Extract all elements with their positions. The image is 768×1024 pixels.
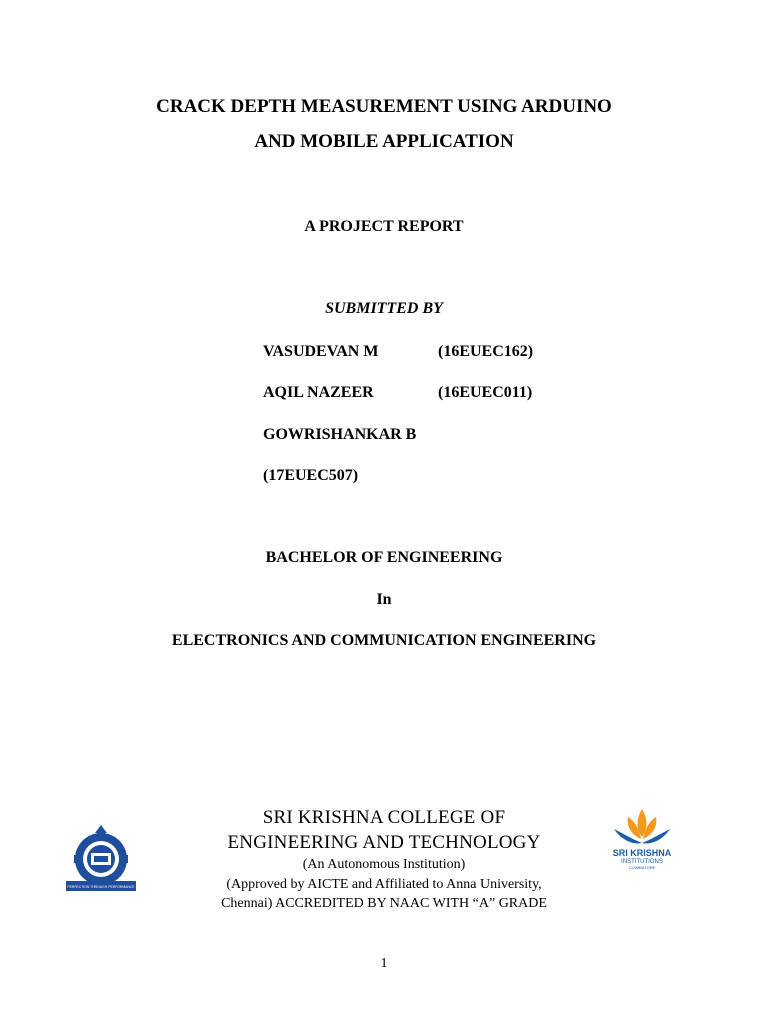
student-id-1: (16EUEC162) xyxy=(438,343,534,360)
student-name-1: VASUDEVAN M xyxy=(263,343,379,360)
college-approved: (Approved by AICTE and Affiliated to Anna University, xyxy=(226,877,542,892)
title-line-1: CRACK DEPTH MEASUREMENT USING ARDUINO xyxy=(156,96,612,117)
logo-institutions-text: INSTITUTIONS xyxy=(621,859,663,865)
branch: ELECTRONICS AND COMMUNICATION ENGINEERING xyxy=(171,632,597,649)
report-type: A PROJECT REPORT xyxy=(304,218,464,235)
student-id-3: (17EUEC507) xyxy=(263,467,359,484)
submitted-by-heading: SUBMITTED BY xyxy=(325,300,443,317)
logo-city-text: COIMBATORE xyxy=(628,865,656,870)
student-id-2: (16EUEC011) xyxy=(438,384,533,401)
page-number: 1 xyxy=(380,956,388,971)
sri-krishna-institutions-logo xyxy=(608,805,676,871)
student-name-3: GOWRISHANKAR B xyxy=(263,426,417,443)
degree: BACHELOR OF ENGINEERING xyxy=(265,549,503,566)
college-accredited: Chennai) ACCREDITED BY NAAC WITH “A” GRADE xyxy=(221,896,547,911)
college-autonomous: (An Autonomous Institution) xyxy=(302,857,466,872)
college-name-line-1: SRI KRISHNA COLLEGE OF xyxy=(262,807,506,828)
emblem-motto: PERFECTION THROUGH PERFORMANCE xyxy=(67,885,135,889)
in-label: In xyxy=(376,591,392,608)
logo-name-text: SRI KRISHNA xyxy=(612,848,672,858)
title-line-2: AND MOBILE APPLICATION xyxy=(254,131,514,152)
student-name-2: AQIL NAZEER xyxy=(263,384,374,401)
college-name-line-2: ENGINEERING AND TECHNOLOGY xyxy=(227,832,541,853)
